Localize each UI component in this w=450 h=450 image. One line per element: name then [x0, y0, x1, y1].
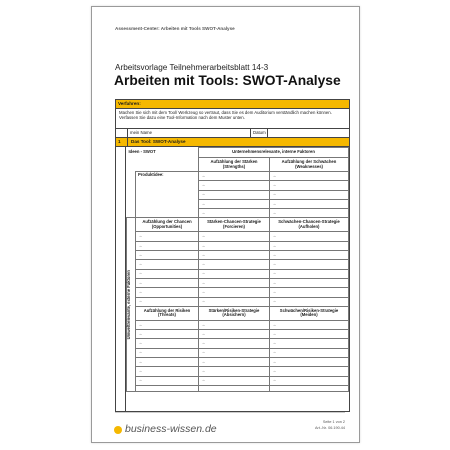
- wt-strategy-entry[interactable]: →: [269, 367, 348, 376]
- opportunity-entry[interactable]: →: [135, 297, 198, 306]
- product-idea-label: Produktidee:: [137, 172, 164, 177]
- opportunity-entry[interactable]: →: [135, 232, 198, 241]
- so-strategy-entry[interactable]: →: [198, 251, 269, 260]
- swot-table: [126, 147, 349, 392]
- footer-divider: [115, 412, 345, 413]
- weaknesses-threats-header: Schwächen/Risiken-Strategie (Meiden): [269, 306, 348, 320]
- threats-header: Aufzählung der Risiken (Threats): [135, 306, 198, 320]
- so-strategy-entry[interactable]: →: [198, 241, 269, 250]
- procedure-label: Verfahren:: [116, 100, 349, 109]
- strength-entry[interactable]: →: [198, 190, 269, 199]
- opportunity-entry[interactable]: →: [135, 260, 198, 269]
- wt-strategy-entry[interactable]: [269, 385, 348, 391]
- threat-entry[interactable]: →: [135, 376, 198, 385]
- strength-entry[interactable]: →: [198, 181, 269, 190]
- document-subtitle: Arbeitsvorlage Teilnehmerarbeitsblatt 14-3: [115, 63, 269, 72]
- strength-entry[interactable]: →: [198, 199, 269, 208]
- so-strategy-entry[interactable]: →: [198, 260, 269, 269]
- name-row-spacer: [116, 129, 128, 137]
- wt-strategy-entry[interactable]: →: [269, 339, 348, 348]
- external-factors-label: Umweltrelevante, externe Faktoren: [125, 270, 131, 340]
- document-title: Arbeiten mit Tools: SWOT-Analyse: [114, 73, 341, 88]
- so-strategy-entry[interactable]: →: [198, 297, 269, 306]
- product-idea-field[interactable]: [135, 172, 198, 218]
- weakness-entry[interactable]: →: [269, 209, 348, 218]
- wo-strategy-entry[interactable]: →: [269, 278, 348, 287]
- wt-strategy-entry[interactable]: →: [269, 320, 348, 329]
- strength-entry[interactable]: →: [198, 172, 269, 181]
- so-strategy-entry[interactable]: →: [198, 278, 269, 287]
- date-field[interactable]: [268, 129, 349, 137]
- wt-strategy-entry[interactable]: →: [269, 376, 348, 385]
- tool-number: 1: [116, 138, 128, 146]
- wo-strategy-entry[interactable]: →: [269, 297, 348, 306]
- so-strategy-entry[interactable]: →: [198, 269, 269, 278]
- opportunity-entry[interactable]: →: [135, 241, 198, 250]
- blank-cell: [126, 172, 135, 181]
- opportunity-entry[interactable]: →: [135, 278, 198, 287]
- strengths-opportunities-header: Stärken-Chancen-Strategie (Forcieren): [198, 218, 269, 232]
- wt-strategy-entry[interactable]: →: [269, 330, 348, 339]
- weaknesses-opportunities-header: Schwächen-Chancen-Strategie (Aufholen): [269, 218, 348, 232]
- threat-entry[interactable]: →: [135, 339, 198, 348]
- st-strategy-entry[interactable]: →: [198, 367, 269, 376]
- swot-grid: [126, 147, 349, 411]
- procedure-text: Machen Sie sich mit dem Tool/ Werkzeug so vertraut, dass Sie es dem Auditorium verständlich machen können. Verfassen Sie dazu eine Tool-Information nach dem Muster unten.: [116, 109, 349, 129]
- wo-strategy-entry[interactable]: →: [269, 269, 348, 278]
- st-strategy-entry[interactable]: →: [198, 358, 269, 367]
- opportunities-header: Aufzählung der Chancen (Opportunities): [135, 218, 198, 232]
- wt-strategy-entry[interactable]: →: [269, 358, 348, 367]
- blank-cell: [126, 190, 135, 199]
- threat-entry[interactable]: →: [135, 320, 198, 329]
- left-margin-column: [116, 147, 126, 411]
- weakness-entry[interactable]: →: [269, 190, 348, 199]
- wo-strategy-entry[interactable]: →: [269, 232, 348, 241]
- st-strategy-entry[interactable]: →: [198, 339, 269, 348]
- blank-cell: [126, 209, 135, 218]
- threat-entry[interactable]: →: [135, 367, 198, 376]
- worksheet-form: [115, 99, 350, 412]
- threat-entry[interactable]: →: [135, 358, 198, 367]
- so-strategy-entry[interactable]: →: [198, 288, 269, 297]
- tool-title: Das Tool: SWOT-Analyse: [131, 139, 186, 145]
- blank-cell: [126, 181, 135, 190]
- threat-entry[interactable]: →: [135, 348, 198, 357]
- blank-cell: [126, 199, 135, 208]
- wo-strategy-entry[interactable]: →: [269, 288, 348, 297]
- weakness-entry[interactable]: →: [269, 172, 348, 181]
- opportunity-entry[interactable]: →: [135, 288, 198, 297]
- internal-factors-header: Unternehmensrelevante, interne Faktoren: [198, 148, 348, 158]
- wo-strategy-entry[interactable]: →: [269, 251, 348, 260]
- wo-strategy-entry[interactable]: →: [269, 260, 348, 269]
- swot-section: [116, 147, 349, 411]
- st-strategy-entry[interactable]: [198, 385, 269, 391]
- strengths-threats-header: Stärken/Risiken-Strategie (Absichern): [198, 306, 269, 320]
- so-strategy-entry[interactable]: →: [198, 232, 269, 241]
- tool-heading: [116, 138, 349, 147]
- opportunity-entry[interactable]: →: [135, 269, 198, 278]
- strengths-header: Aufzählung der Stärken (Strengths): [198, 158, 269, 172]
- opportunity-entry[interactable]: →: [135, 251, 198, 260]
- st-strategy-entry[interactable]: →: [198, 348, 269, 357]
- st-strategy-entry[interactable]: →: [198, 320, 269, 329]
- article-number: Art.-Nr. 06.190.44: [315, 426, 345, 431]
- external-factors-label-cell: [126, 218, 135, 391]
- weaknesses-header: Aufzählung der Schwächen (Weaknesses): [269, 158, 348, 172]
- name-row: [116, 129, 349, 138]
- running-head: Assessment-Center: Arbeiten mit Tools SWOT-Analyse: [115, 26, 235, 31]
- weakness-entry[interactable]: →: [269, 199, 348, 208]
- name-label[interactable]: mein Name: [128, 129, 251, 137]
- document-page: [91, 6, 360, 443]
- blank-cell: [126, 158, 198, 172]
- threat-entry[interactable]: [135, 385, 198, 391]
- date-label: Datum: [251, 129, 268, 137]
- footer-brand: business-wissen.de: [125, 423, 217, 435]
- ideas-label: Ideen - SWOT: [128, 149, 156, 155]
- st-strategy-entry[interactable]: →: [198, 330, 269, 339]
- strength-entry[interactable]: →: [198, 209, 269, 218]
- page-number: Seite 1 von 2: [322, 420, 345, 424]
- wo-strategy-entry[interactable]: →: [269, 241, 348, 250]
- brand-dot-icon: [114, 426, 122, 434]
- weakness-entry[interactable]: →: [269, 181, 348, 190]
- wt-strategy-entry[interactable]: →: [269, 348, 348, 357]
- threat-entry[interactable]: →: [135, 330, 198, 339]
- footer-page-info: [315, 419, 345, 431]
- st-strategy-entry[interactable]: →: [198, 376, 269, 385]
